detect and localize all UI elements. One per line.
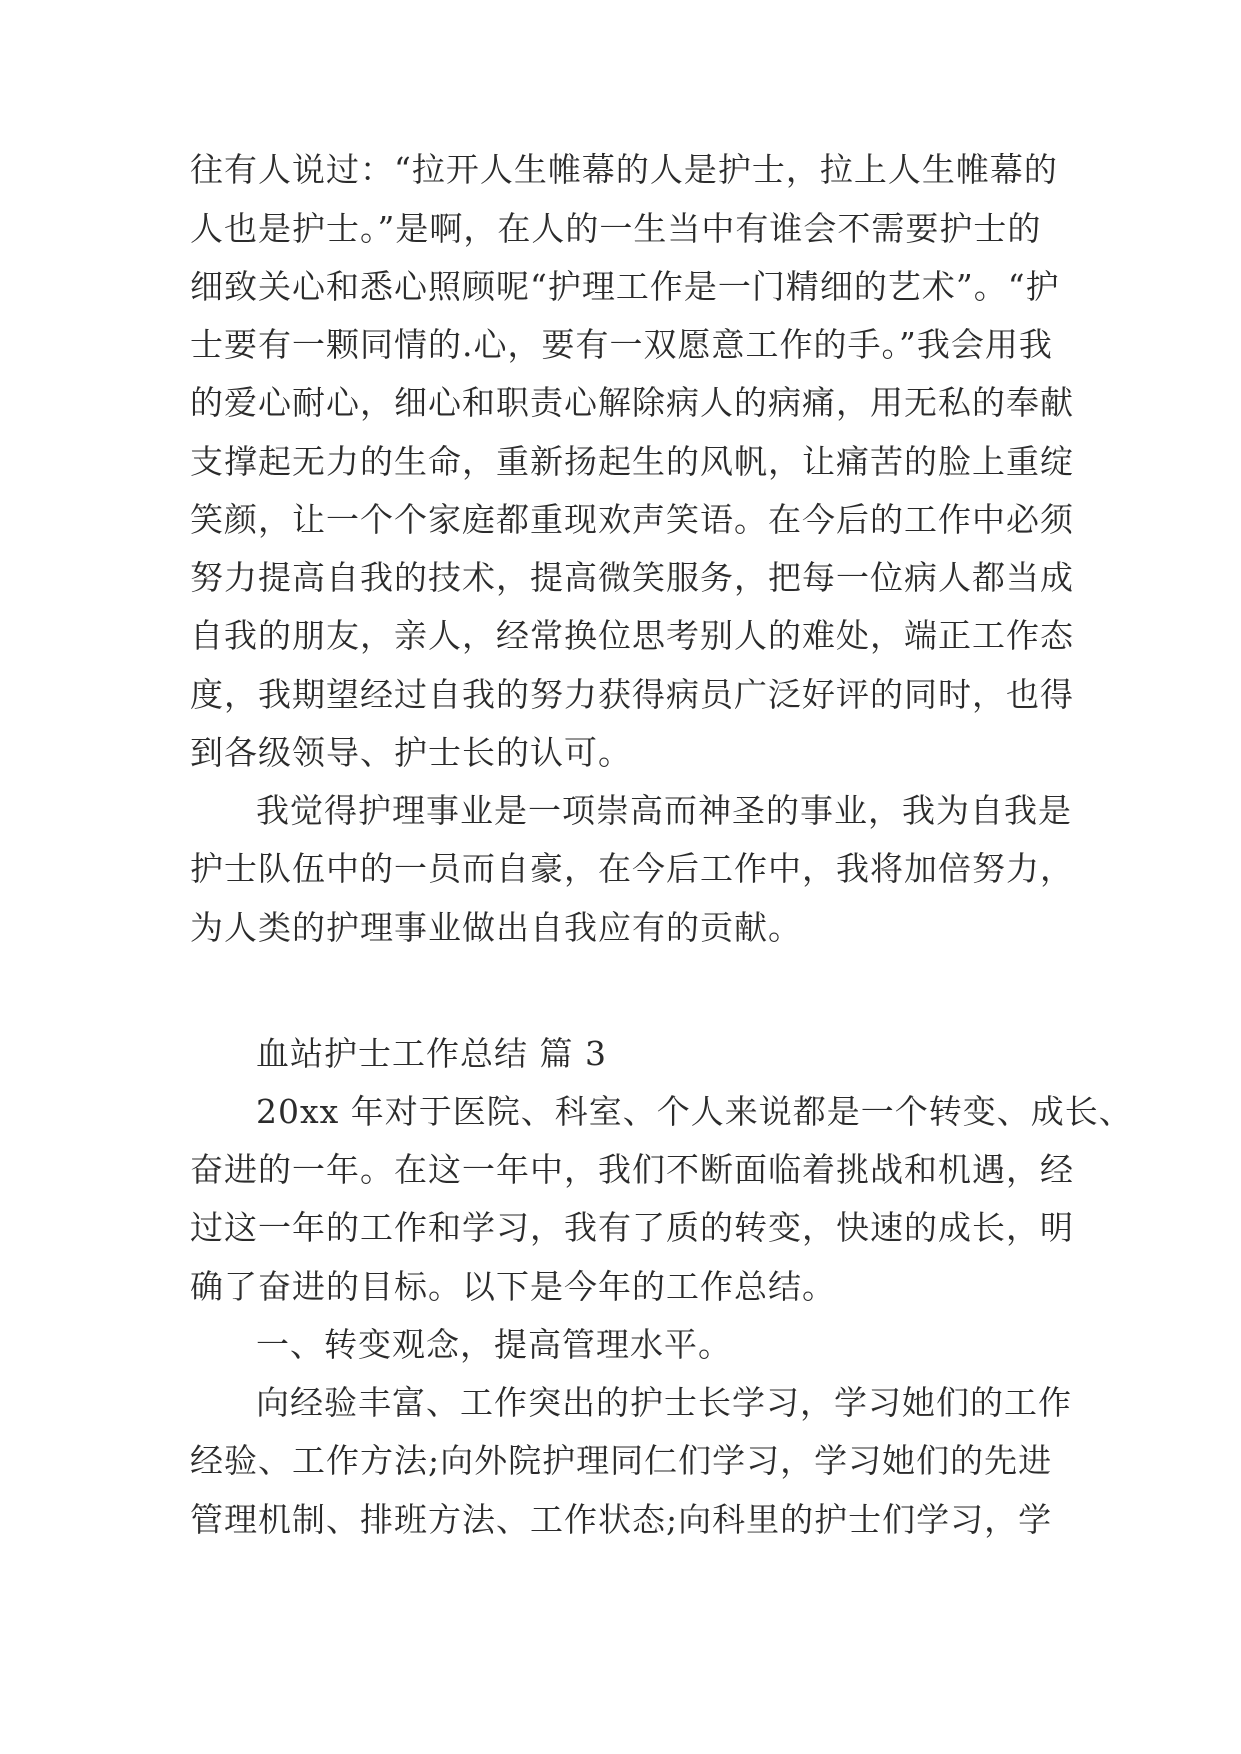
text-line: 确了奋进的目标。以下是今年的工作总结。 xyxy=(190,1267,836,1306)
text-line: 到各级领导、护士长的认可。 xyxy=(190,733,632,772)
text-line: 细致关心和悉心照顾呢“护理工作是一门精细的艺术”。“护 xyxy=(190,267,1060,306)
text-line: 为人类的护理事业做出自我应有的贡献。 xyxy=(190,908,802,947)
text-line: 管理机制、排班方法、工作状态;向科里的护士们学习，学 xyxy=(190,1500,1053,1539)
section-heading: 血站护士工作总结 篇 3 xyxy=(256,1034,607,1073)
text-line: 往有人说过：“拉开人生帷幕的人是护士，拉上人生帷幕的 xyxy=(190,150,1058,189)
text-line: 笑颜，让一个个家庭都重现欢声笑语。在今后的工作中必须 xyxy=(190,500,1074,539)
text-line: 支撑起无力的生命，重新扬起生的风帆，让痛苦的脸上重绽 xyxy=(190,442,1074,481)
subheading: 一、转变观念，提高管理水平。 xyxy=(256,1325,732,1364)
text-line: 度，我期望经过自我的努力获得病员广泛好评的同时，也得 xyxy=(190,675,1074,714)
text-line: 自我的朋友，亲人，经常换位思考别人的难处，端正工作态 xyxy=(190,616,1074,655)
paragraph-first-line: 我觉得护理事业是一项崇高而神圣的事业，我为自我是 xyxy=(256,791,1072,830)
text-line: 士要有一颗同情的.心，要有一双愿意工作的手。”我会用我 xyxy=(190,325,1053,364)
paragraph-first-line: 向经验丰富、工作突出的护士长学习，学习她们的工作 xyxy=(256,1383,1072,1422)
text-line: 护士队伍中的一员而自豪，在今后工作中，我将加倍努力， xyxy=(190,849,1074,888)
text-line: 人也是护士。”是啊，在人的一生当中有谁会不需要护士的 xyxy=(190,209,1042,248)
text-line: 奋进的一年。在这一年中，我们不断面临着挑战和机遇，经 xyxy=(190,1150,1074,1189)
paragraph-first-line: 20xx 年对于医院、科室、个人来说都是一个转变、成长、 xyxy=(256,1092,1133,1131)
text-line: 经验、工作方法;向外院护理同仁们学习，学习她们的先进 xyxy=(190,1441,1053,1480)
text-line: 的爱心耐心，细心和职责心解除病人的病痛，用无私的奉献 xyxy=(190,383,1074,422)
text-line: 努力提高自我的技术，提高微笑服务，把每一位病人都当成 xyxy=(190,558,1074,597)
text-line: 过这一年的工作和学习，我有了质的转变，快速的成长，明 xyxy=(190,1208,1074,1247)
